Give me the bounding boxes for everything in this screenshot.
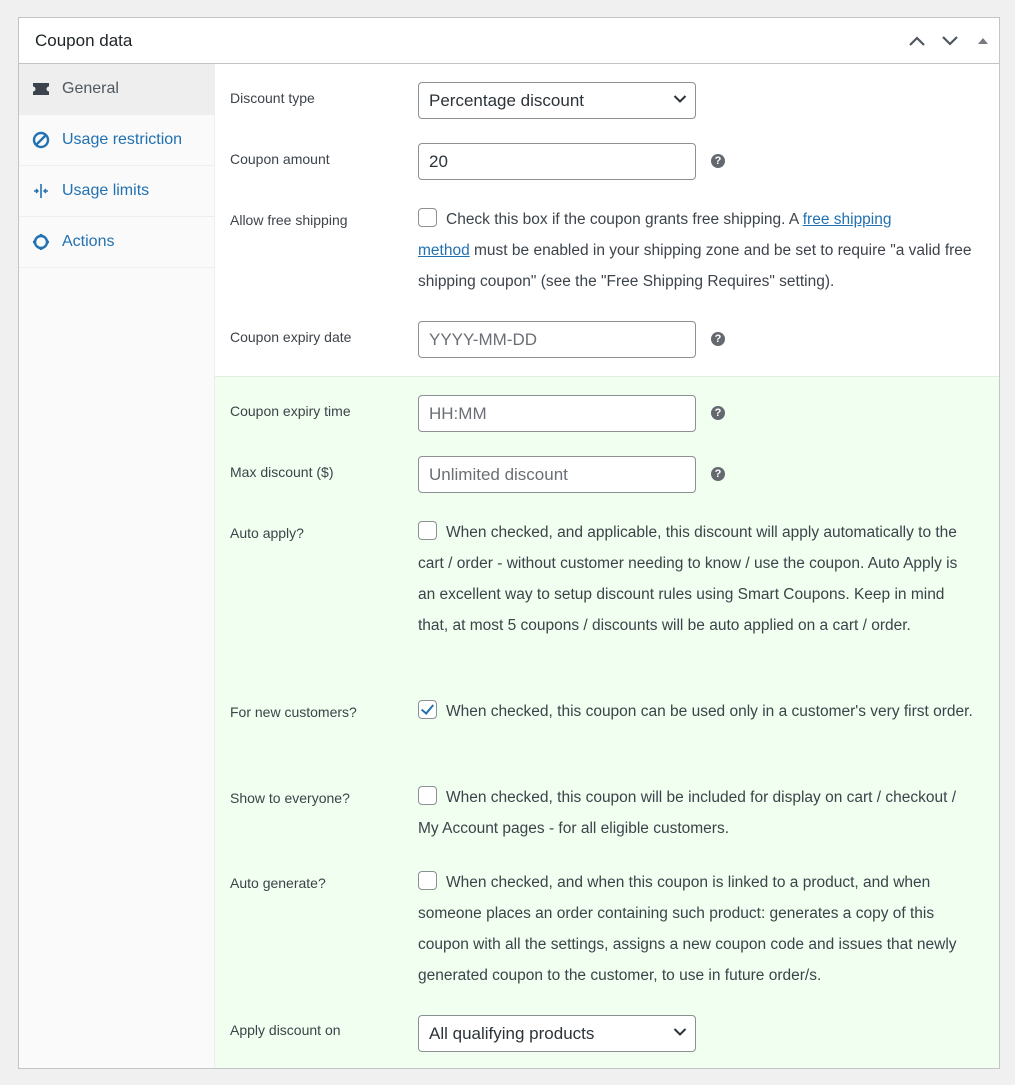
coupon-data-panel	[18, 17, 1000, 1069]
auto-generate-field	[418, 867, 978, 991]
move-up-button[interactable]	[900, 18, 933, 64]
help-icon[interactable]: ?	[711, 332, 725, 346]
auto-apply-text: When checked, and applicable, this discount will apply automatically to the cart / order - without customer needing to know / use the coupon. Auto Apply is an excellent way to setup discount rules using Smart Coupons. Keep in mind that, at most 5 coupons / discounts will be auto applied on a cart / order.	[418, 524, 958, 634]
expiry-time-input[interactable]	[418, 395, 696, 432]
coupon-amount-input[interactable]	[418, 143, 696, 180]
expiry-date-placeholder: YYYY-MM-DD	[429, 329, 537, 349]
expiry-date-label: Coupon expiry date	[230, 329, 352, 345]
tab-label: Usage limits	[62, 182, 150, 199]
free-shipping-method-link[interactable]: free shipping	[802, 211, 892, 228]
help-icon[interactable]: ?	[711, 406, 725, 420]
show-everyone-text: When checked, this coupon will be included for display on cart / checkout / My Account pages - for all eligible customers.	[418, 789, 957, 837]
move-down-button[interactable]	[933, 18, 966, 64]
new-customers-text: When checked, this coupon can be used only in a customer's very first order.	[446, 703, 973, 720]
free-shipping-text-after: must be enabled in your shipping zone and be set to require "a valid free shipping coupon" (see the "Free Shipping Requires" setting).	[418, 242, 972, 290]
show-everyone-field	[418, 782, 978, 844]
tab-usage-restriction[interactable]	[19, 115, 214, 166]
toggle-panel-button[interactable]	[966, 18, 999, 64]
expiry-time-label: Coupon expiry time	[230, 403, 351, 419]
free-shipping-method-link-cont[interactable]: method	[418, 242, 470, 259]
discount-type-value: Percentage discount	[429, 90, 584, 110]
tab-usage-limits[interactable]	[19, 166, 214, 217]
help-icon[interactable]: ?	[711, 154, 725, 168]
show-everyone-label: Show to everyone?	[230, 790, 350, 806]
tab-label: Actions	[62, 233, 115, 250]
coupon-amount-value: 20	[429, 151, 448, 171]
help-icon[interactable]: ?	[711, 467, 725, 481]
tab-general[interactable]	[19, 64, 214, 115]
panel-controls	[900, 18, 999, 63]
limits-icon	[31, 181, 51, 201]
tab-label: General	[62, 80, 119, 97]
chevron-down-icon	[673, 1027, 687, 1037]
discount-type-label: Discount type	[230, 90, 315, 106]
coupon-amount-label: Coupon amount	[230, 151, 330, 167]
auto-generate-label: Auto generate?	[230, 875, 326, 891]
triangle-up-icon	[977, 37, 989, 45]
expiry-date-input[interactable]	[418, 321, 696, 358]
ticket-icon	[31, 79, 51, 99]
auto-generate-checkbox[interactable]	[418, 871, 437, 890]
coupon-tabs	[19, 64, 215, 1068]
chevron-up-icon	[908, 35, 926, 47]
panel-body	[19, 64, 999, 1068]
max-discount-placeholder: Unlimited discount	[429, 464, 568, 484]
new-customers-field	[418, 696, 978, 727]
max-discount-input[interactable]	[418, 456, 696, 493]
free-shipping-checkbox[interactable]	[418, 208, 437, 227]
new-customers-checkbox[interactable]	[418, 700, 437, 719]
block-icon	[31, 130, 51, 150]
auto-generate-text: When checked, and when this coupon is linked to a product, and when someone places an order containing such product: generates a copy of this coupon with all the settings, assigns a new coupon code and issues that newly generated coupon to the customer, to use in future order/s.	[418, 874, 957, 984]
gear-icon	[31, 232, 51, 252]
new-customers-label: For new customers?	[230, 704, 357, 720]
tab-actions[interactable]	[19, 217, 214, 268]
free-shipping-text-before: Check this box if the coupon grants free shipping. A	[446, 211, 803, 228]
free-shipping-field	[418, 204, 983, 297]
auto-apply-field	[418, 517, 978, 641]
tab-label: Usage restriction	[62, 131, 183, 148]
chevron-down-icon	[941, 35, 959, 47]
discount-type-select[interactable]	[418, 82, 696, 119]
chevron-down-icon	[673, 94, 687, 104]
free-shipping-label: Allow free shipping	[230, 212, 348, 228]
auto-apply-label: Auto apply?	[230, 525, 304, 541]
panel-header	[19, 18, 999, 64]
smart-coupons-options	[215, 376, 999, 1068]
auto-apply-checkbox[interactable]	[418, 521, 437, 540]
expiry-time-placeholder: HH:MM	[429, 403, 487, 423]
apply-discount-on-select[interactable]	[418, 1015, 696, 1052]
apply-discount-on-label: Apply discount on	[230, 1022, 341, 1038]
panel-title: Coupon data	[35, 30, 133, 50]
apply-discount-on-value: All qualifying products	[429, 1023, 595, 1043]
general-options	[215, 64, 999, 1068]
show-everyone-checkbox[interactable]	[418, 786, 437, 805]
max-discount-label: Max discount ($)	[230, 464, 334, 480]
